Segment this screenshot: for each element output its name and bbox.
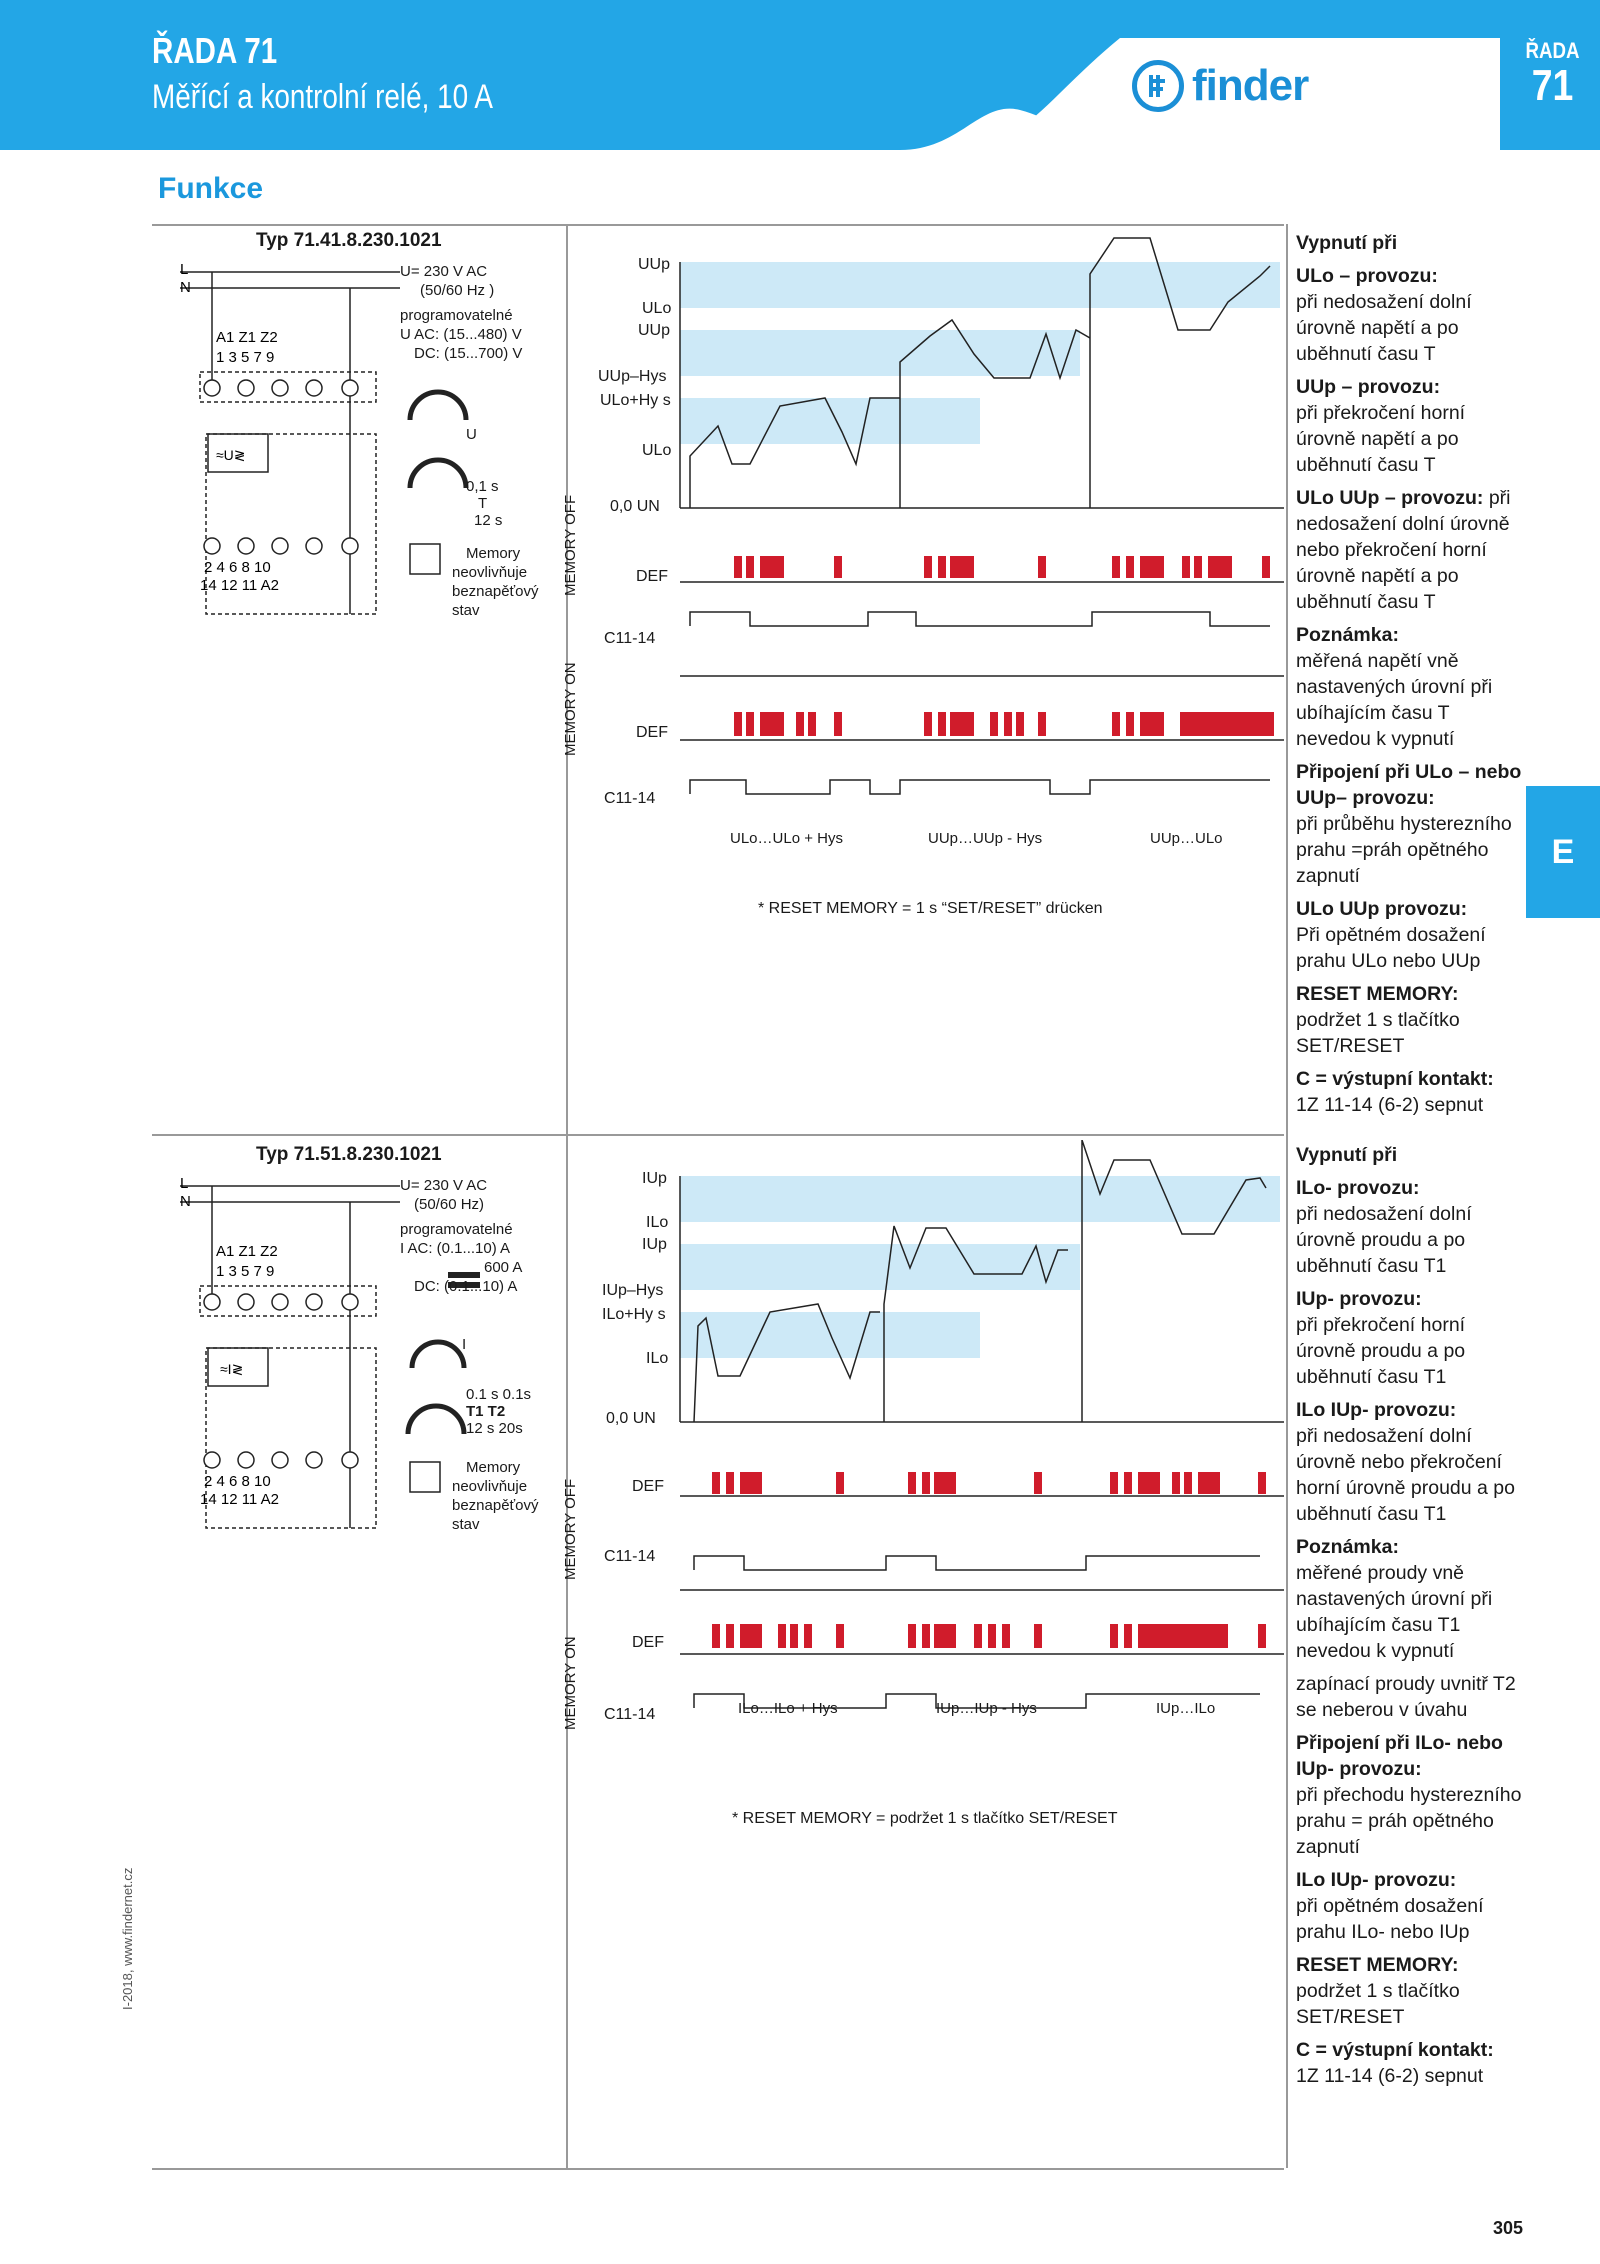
dial-time-line: T (478, 495, 488, 512)
series-tab-label: ŘADA (1525, 38, 1580, 63)
memory-line: stav (452, 602, 480, 619)
desc-item: ULo UUp – provozu: při nedosažení dolní úrovně nebo překročení horní úrovně napětí a po uběhnutí času T (1296, 487, 1511, 613)
svg-text:14 12 11 A2: 14 12 11 A2 (200, 577, 279, 594)
memory-line: Memory (466, 1459, 521, 1476)
description-top (1296, 230, 1528, 1125)
finder-logo-icon (1132, 60, 1184, 112)
page-number: 305 (1493, 2218, 1524, 2238)
row-label: C11-14 (604, 790, 656, 807)
wiring-panel-top (160, 226, 560, 646)
level-label: ULo (642, 442, 672, 459)
desc-item: ULo – provozu: při nedosažení dolní úrovně napětí a po uběhnutí času T (1296, 265, 1472, 365)
desc-item: Připojení při ULo – nebo UUp– provozu: při průběhu hysterezního prahu =práh opětného zapnutí (1296, 761, 1522, 887)
page-header (0, 0, 1600, 150)
spec-line: I AC: (0.1...10) A (400, 1240, 511, 1257)
memory-text (452, 1458, 539, 1534)
row-label: DEF (636, 724, 668, 741)
row-label: C11-14 (604, 1706, 656, 1723)
desc-item: RESET MEMORY: podržet 1 s tlačítko SET/RESET (1296, 983, 1460, 1057)
finder-logo-text: finder (1192, 61, 1309, 110)
memory-line: stav (452, 1516, 480, 1533)
dial-time-line: 0,1 s (466, 478, 499, 495)
memory-off-label: MEMORY OFF (562, 494, 579, 596)
svg-text:1 3 5 7 9: 1 3 5 7 9 (216, 1263, 275, 1280)
spec-line: programovatelné (400, 1221, 513, 1238)
spec-text (400, 262, 522, 363)
dial-time (466, 478, 502, 529)
desc-item: Připojení při ILo- nebo IUp- provozu: při přechodu hysterezního prahu = práh opětného zapnutí (1296, 1732, 1522, 1858)
range-label: ILo…ILo + Hys (738, 1700, 838, 1717)
spec-line: U= 230 V AC (400, 263, 488, 280)
svg-text:N: N (180, 1193, 191, 1210)
level-label: IUp (642, 1170, 667, 1187)
spec-line: 600 A (484, 1259, 523, 1276)
svg-text:L: L (180, 261, 189, 278)
range-label: IUp…ILo (1156, 1700, 1216, 1717)
memory-line: beznapěťový (452, 583, 539, 600)
level-label: ILo (646, 1350, 669, 1367)
type-label: Typ 71.41.8.230.1021 (256, 230, 442, 251)
svg-text:≈U≷: ≈U≷ (216, 447, 246, 463)
desc-item: ILo IUp- provozu: při opětném dosažení prahu ILo- nebo IUp (1296, 1869, 1484, 1943)
svg-text:2 4 6 8 10: 2 4 6 8 10 (204, 559, 271, 576)
row-label: DEF (632, 1634, 664, 1651)
svg-text:A1 Z1 Z2: A1 Z1 Z2 (216, 1243, 278, 1260)
dial-time-line: 0.1 s 0.1s (466, 1386, 532, 1403)
timing-diagram-bottom (562, 1140, 1284, 1840)
level-label: UUp (638, 322, 671, 339)
wiring-panel-bottom (160, 1140, 560, 1560)
memory-line: beznapěťový (452, 1497, 539, 1514)
type-label: Typ 71.51.8.230.1021 (256, 1144, 442, 1165)
level-label: ILo+Hy s (602, 1306, 666, 1323)
spec-line: (50/60 Hz) (414, 1196, 485, 1213)
svg-text:A1 Z1 Z2: A1 Z1 Z2 (216, 329, 278, 346)
row-label: C11-14 (604, 630, 656, 647)
spec-line: U AC: (15...480) V (400, 326, 522, 343)
timing-graphic (570, 1140, 1284, 1840)
level-label: UUp–Hys (598, 368, 667, 385)
dial-time-line: 12 s 20s (466, 1420, 523, 1437)
range-label: IUp…IUp - Hys (936, 1700, 1037, 1717)
row-label: DEF (632, 1478, 664, 1495)
memory-off-label: MEMORY OFF (562, 1478, 579, 1580)
spec-line: U= 230 V AC (400, 1177, 488, 1194)
level-label: ULo+Hy s (600, 392, 671, 409)
desc-item: Poznámka: měřené proudy vně nastavených úrovní při ubíhajícím času T1 nevedou k vypnutí (1296, 1536, 1493, 1662)
series-subtitle: Měřící a kontrolní relé, 10 A (152, 78, 493, 116)
series-tab (1505, 0, 1600, 112)
desc-item: C = výstupní kontakt: 1Z 11-14 (6-2) sepnut (1296, 1068, 1494, 1116)
desc-item: Poznámka: měřená napětí vně nastavených úrovní při ubíhajícím času T nevedou k vypnutí (1296, 624, 1493, 750)
series-tab-number: 71 (1531, 61, 1574, 110)
range-label: UUp…ULo (1150, 830, 1223, 847)
reset-note: * RESET MEMORY = podržet 1 s tlačítko SET/RESET (732, 1810, 1118, 1827)
svg-text:2 4 6 8 10: 2 4 6 8 10 (204, 1473, 271, 1490)
series-title: ŘADA 71 (152, 30, 278, 71)
desc-item: IUp- provozu: při překročení horní úrovně proudu a po uběhnutí času T1 (1296, 1288, 1466, 1388)
spec-line: programovatelné (400, 307, 513, 324)
divider (1286, 224, 1288, 2168)
memory-line: Memory (466, 545, 521, 562)
finder-logo (1132, 56, 1308, 116)
svg-text:1 3 5 7 9: 1 3 5 7 9 (216, 349, 275, 366)
dial-label: U (466, 426, 477, 443)
svg-text:14 12 11 A2: 14 12 11 A2 (200, 1491, 279, 1508)
desc-item: Vypnutí při (1296, 232, 1398, 254)
section-title: Funkce (158, 172, 264, 205)
desc-item: ILo- provozu: při nedosažení dolní úrovně proudu a po uběhnutí času T1 (1296, 1177, 1472, 1277)
desc-item: UUp – provozu: při překročení horní úrovně napětí a po uběhnutí času T (1296, 376, 1466, 476)
chapter-tab: E (1526, 786, 1600, 918)
desc-item: RESET MEMORY: podržet 1 s tlačítko SET/RESET (1296, 1954, 1460, 2028)
level-label: UUp (638, 256, 671, 273)
spec-line: (50/60 Hz ) (420, 282, 495, 299)
dial-time-line: T1 T2 (466, 1403, 506, 1420)
row-label: DEF (636, 568, 668, 585)
memory-text (452, 544, 539, 620)
memory-line: neovlivňuje (452, 1478, 528, 1495)
row-label: C11-14 (604, 1548, 656, 1565)
level-label: ILo (646, 1214, 669, 1231)
level-label: IUp–Hys (602, 1282, 664, 1299)
svg-text:≈I≷: ≈I≷ (220, 1361, 244, 1377)
desc-item: Vypnutí při (1296, 1144, 1398, 1166)
description-bottom (1296, 1142, 1528, 2096)
spec-line: DC: (15...700) V (414, 345, 523, 362)
header-banner (0, 0, 1600, 150)
timing-diagram-top (562, 226, 1284, 926)
dial-label: I (462, 1336, 467, 1353)
range-label: ULo…ULo + Hys (730, 830, 843, 847)
dial-time-line: 12 s (474, 512, 503, 529)
svg-text:L: L (180, 1175, 189, 1192)
svg-text:N: N (180, 279, 191, 296)
reset-note: * RESET MEMORY = 1 s “SET/RESET” drücken (758, 900, 1103, 917)
desc-item: zapínací proudy uvnitř T2 se neberou v úvahu (1296, 1673, 1516, 1721)
footer-side-text: I-2018, www.findernet.cz (120, 1867, 135, 2010)
level-label: 0,0 UN (610, 498, 660, 515)
range-label: UUp…UUp - Hys (928, 830, 1043, 847)
spec-line: DC: (0.1...10) A (414, 1278, 518, 1295)
memory-line: neovlivňuje (452, 564, 528, 581)
dial-time (466, 1386, 531, 1437)
memory-on-label: MEMORY ON (562, 662, 579, 756)
level-label: ULo (642, 300, 672, 317)
divider (152, 2168, 1284, 2170)
divider (152, 1134, 1284, 1136)
timing-graphic (570, 226, 1284, 926)
desc-item: ULo UUp provozu: Při opětném dosažení prahu ULo nebo UUp (1296, 898, 1486, 972)
level-label: 0,0 UN (606, 1410, 656, 1427)
desc-item: C = výstupní kontakt: 1Z 11-14 (6-2) sepnut (1296, 2039, 1494, 2087)
level-label: IUp (642, 1236, 667, 1253)
memory-on-label: MEMORY ON (562, 1636, 579, 1730)
spec-text (400, 1176, 522, 1296)
desc-item: ILo IUp- provozu: při nedosažení dolní úrovně nebo překročení horní úrovně proudu a po uběhnutí času T1 (1296, 1399, 1515, 1525)
